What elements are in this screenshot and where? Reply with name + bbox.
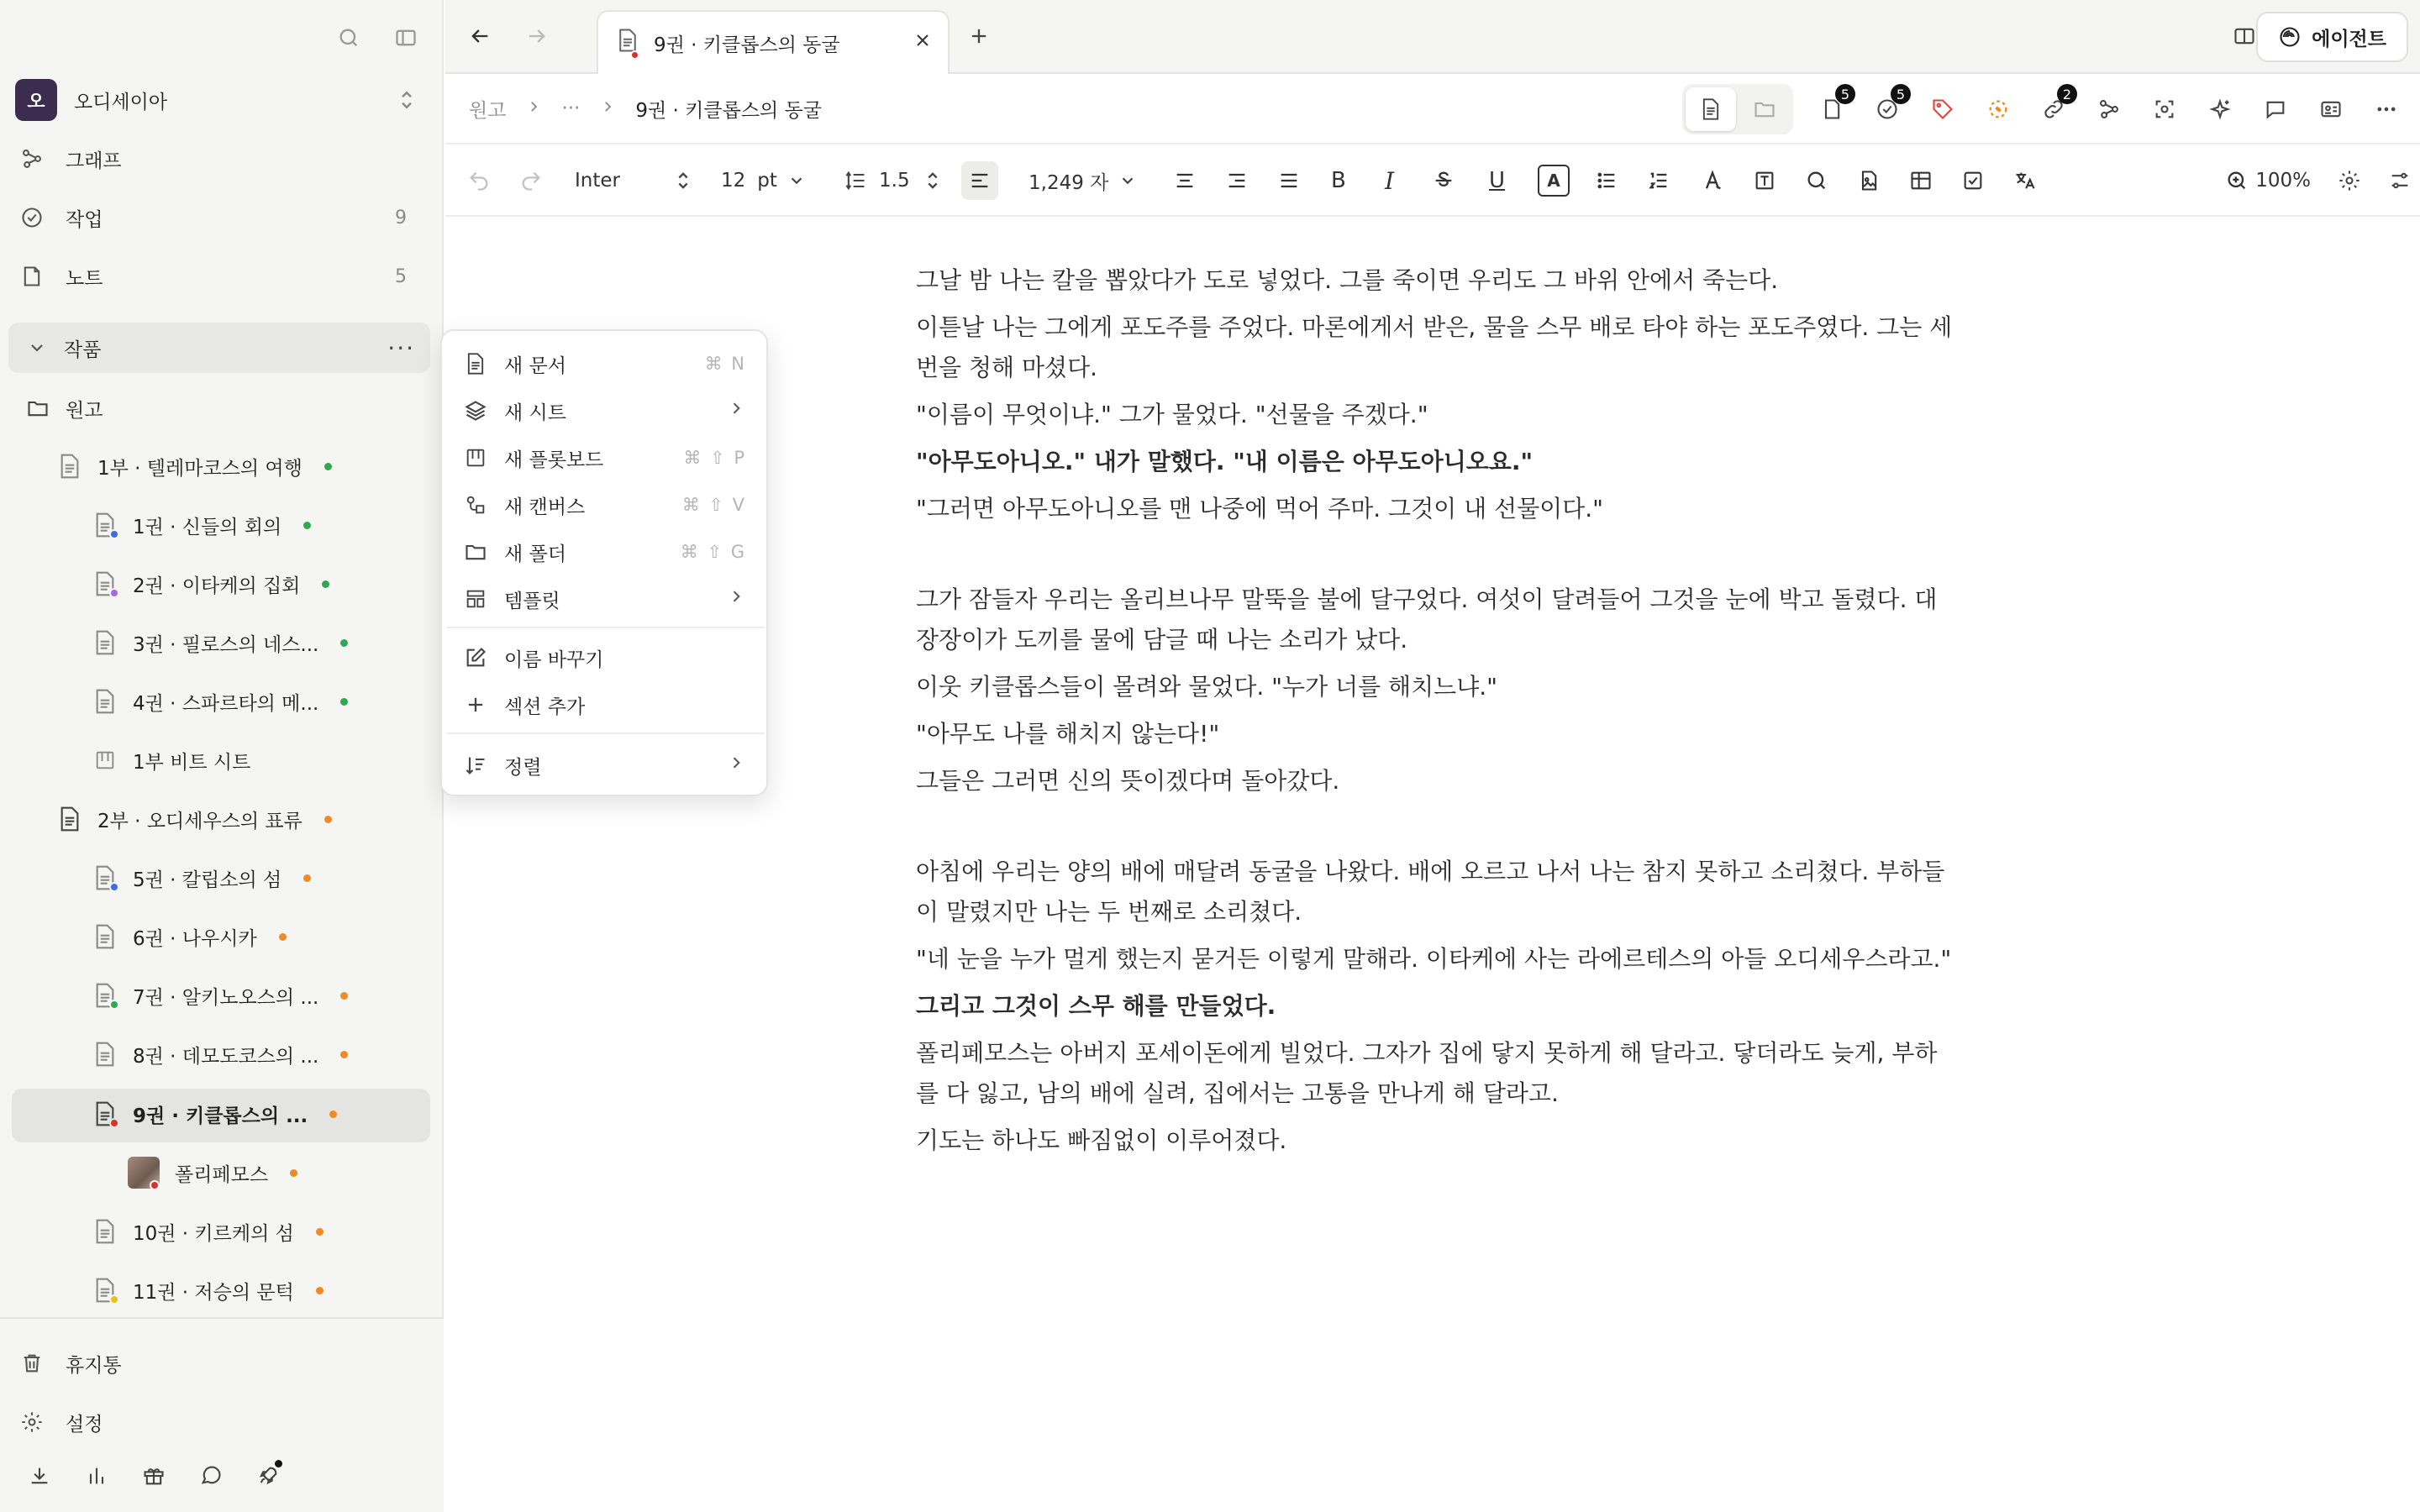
text-box-icon[interactable] <box>1753 161 1776 200</box>
paragraph[interactable]: 그가 잠들자 우리는 올리브나무 말뚝을 불에 달구었다. 여섯이 달려들어 그것을 눈에 박고 돌렸다. 대장장이가 도끼를 물에 담글 때 나는 소리가 났다. <box>916 585 1938 654</box>
underline-button[interactable]: U <box>1489 168 1506 193</box>
tree-item[interactable] <box>92 737 250 784</box>
tree-item-label: 8권 · 데모도코스의 ... <box>133 1045 319 1068</box>
tree-item-character[interactable] <box>128 1149 297 1196</box>
sidebar-toggle-icon[interactable] <box>390 22 422 54</box>
paragraph-spacer <box>916 536 1958 580</box>
tree-item-label: 4권 · 스파르타의 메... <box>133 692 319 715</box>
chat-icon[interactable] <box>195 1460 227 1492</box>
status-dot <box>340 698 348 706</box>
tree-item-label: 6권 · 나우시카 <box>133 927 257 950</box>
menu-item-shortcut: ⌘ ⇧ G <box>680 542 746 562</box>
breadcrumb <box>445 74 2420 144</box>
status-dot <box>290 1169 297 1177</box>
sidebar-footer <box>0 1317 444 1512</box>
chevron-right-icon <box>526 97 541 119</box>
status-badge <box>150 1180 160 1190</box>
chevron-up-down-icon <box>397 87 417 116</box>
workspace-avatar: 오 <box>15 79 57 121</box>
nav-label: 작업 <box>66 208 103 231</box>
tree-item-label: 7권 · 알키노오스의 ... <box>133 986 319 1009</box>
menu-item-label: 새 문서 <box>504 354 566 377</box>
font-family-value: Inter <box>575 170 620 192</box>
undo-icon[interactable] <box>467 161 491 200</box>
paragraph[interactable]: 이웃 키클롭스들이 몰려와 물었다. "누가 너를 해치느냐." <box>916 673 1498 701</box>
align-justify-icon[interactable] <box>1277 161 1301 200</box>
breadcrumb-ellipsis[interactable]: ··· <box>561 97 581 119</box>
new-tab-icon[interactable] <box>963 20 995 52</box>
table-icon[interactable] <box>1909 161 1933 200</box>
nav-settings[interactable] <box>15 1398 427 1446</box>
status-dot <box>329 1110 337 1118</box>
note-icon <box>15 260 49 293</box>
document-icon <box>92 628 118 657</box>
edit-icon <box>459 646 492 669</box>
folder-icon <box>25 394 50 423</box>
tree-item[interactable] <box>92 619 348 666</box>
document-icon <box>57 805 82 833</box>
download-icon[interactable] <box>24 1460 55 1492</box>
search-icon[interactable] <box>333 22 365 54</box>
tree-item[interactable] <box>57 795 332 843</box>
nav-label: 노트 <box>66 267 103 290</box>
section-works[interactable] <box>8 323 430 373</box>
tree-item[interactable] <box>92 560 329 607</box>
align-right-icon[interactable] <box>1225 161 1249 200</box>
line-height-value: 1.5 <box>879 170 910 192</box>
paragraph[interactable]: 폴리페모스는 아버지 포세이돈에게 빌었다. 그자가 집에 닿지 못하게 해 달라고. 닿더라도 늦게, 부하를 다 잃고, 남의 배에 실려, 집에서는 고통을 만나게 해 달라고. <box>916 1039 1938 1107</box>
count-badge: 5 <box>1835 84 1855 104</box>
tree-item-label: 1권 · 신들의 회의 <box>133 516 282 538</box>
word-count-select[interactable] <box>1028 161 1137 200</box>
folder-view-icon[interactable] <box>1739 87 1790 131</box>
status-dot <box>303 522 311 529</box>
status-dot <box>340 1051 348 1058</box>
status-badge <box>109 1000 119 1010</box>
nav-count: 5 <box>395 265 407 287</box>
workspace-switcher[interactable] <box>15 79 427 121</box>
focus-icon[interactable] <box>2148 92 2181 126</box>
document-icon <box>92 511 118 539</box>
menu-item-add-section[interactable] <box>442 682 766 727</box>
more-icon[interactable]: ··· <box>387 333 415 362</box>
paragraph[interactable]: 기도는 하나도 빠짐없이 이루어졌다. <box>916 1126 1287 1154</box>
word-count-value: 1,249 자 <box>1028 171 1109 194</box>
paragraph[interactable]: "그러면 아무도아니오를 맨 나중에 먹어 주마. 그것이 내 선물이다." <box>916 495 1604 522</box>
text-color-button[interactable] <box>1538 161 1570 200</box>
document-icon <box>617 28 639 58</box>
document-icon <box>92 1276 118 1305</box>
document-body[interactable] <box>916 260 1958 1168</box>
status-dot <box>324 816 332 823</box>
format-toolbar <box>445 144 2420 217</box>
menu-item-label: 새 캔버스 <box>504 496 586 518</box>
bold-button[interactable]: B <box>1331 168 1346 193</box>
paragraph-spacer <box>916 808 1958 852</box>
line-height-icon <box>844 169 867 192</box>
comment-icon[interactable] <box>2259 92 2292 126</box>
status-badge <box>109 882 119 892</box>
paragraph[interactable]: "아무도 나를 해치지 않는다!" <box>916 720 1220 748</box>
document-icon <box>92 922 118 951</box>
chevron-down-icon[interactable] <box>20 338 54 358</box>
beat-sheet-icon <box>92 746 118 774</box>
chevron-down-icon <box>787 169 806 192</box>
status-dot <box>340 639 348 647</box>
agent-icon <box>2278 25 2302 49</box>
menu-item-shortcut: ⌘ ⇧ P <box>683 448 746 468</box>
chevron-right-icon <box>728 754 744 776</box>
chevron-down-icon <box>1118 169 1137 192</box>
font-size-select[interactable] <box>721 161 806 200</box>
tree-item-label: 5권 · 칼립소의 섬 <box>133 869 282 891</box>
paragraph[interactable]: "이름이 무엇이냐." 그가 물었다. "선물을 주겠다." <box>916 401 1428 428</box>
nav-label: 휴지통 <box>66 1354 122 1377</box>
count-badge: 2 <box>2057 84 2077 104</box>
sidebar-footer-tools <box>24 1460 284 1492</box>
tree-item-label: 10권 · 키르케의 섬 <box>133 1222 294 1245</box>
tree-item-selected[interactable] <box>92 1090 337 1137</box>
plus-icon <box>459 693 492 717</box>
menu-item-new-sheet[interactable] <box>442 388 766 433</box>
document-icon <box>92 1217 118 1246</box>
insert-image-icon[interactable] <box>1857 161 1881 200</box>
redo-icon[interactable] <box>519 161 543 200</box>
status-dot <box>303 874 311 882</box>
template-icon <box>459 587 492 611</box>
menu-item-label: 이름 바꾸기 <box>504 648 604 671</box>
tree-item[interactable] <box>92 678 348 725</box>
document-icon <box>92 864 118 892</box>
font-size-value: 12 <box>721 170 746 192</box>
tree-item[interactable] <box>57 443 332 490</box>
find-icon[interactable] <box>1805 161 1828 200</box>
nav-label: 그래프 <box>66 150 122 172</box>
paragraph[interactable]: 이튿날 나는 그에게 포도주를 주었다. 마론에게서 받은, 물을 스무 배로 타야 하는 포도주였다. 그는 세 번을 청해 마셨다. <box>916 313 1953 381</box>
tree-item[interactable] <box>92 972 348 1019</box>
sidebar-top-tools <box>333 22 422 54</box>
font-family-select[interactable] <box>575 161 692 200</box>
menu-item-new-plotboard[interactable] <box>442 435 766 480</box>
tree-item[interactable] <box>92 1031 348 1078</box>
zoom-in-icon <box>2225 169 2249 192</box>
paragraph[interactable]: "네 눈을 누가 멀게 했는지 묻거든 이렇게 말해라. 이타케에 사는 라에르테스의 아들 오디세우스라고." <box>916 945 1952 973</box>
status-badge <box>109 1294 119 1305</box>
view-mode-toggle <box>1682 84 1793 134</box>
align-center-icon[interactable] <box>1173 161 1197 200</box>
nav-label: 설정 <box>66 1413 103 1436</box>
document-icon <box>92 570 118 598</box>
document-icon <box>57 452 82 480</box>
close-icon[interactable] <box>913 30 933 55</box>
tree-item[interactable] <box>92 501 311 549</box>
status-dot <box>279 933 287 941</box>
numbered-list-icon[interactable] <box>1647 161 1670 200</box>
agent-button[interactable] <box>2256 12 2408 62</box>
zoom-value: 100% <box>2255 170 2311 192</box>
paragraph[interactable]: "아무도아니오." 내가 말했다. "내 이름은 아무도아니오요." <box>916 448 1534 475</box>
link-icon[interactable] <box>2037 86 2072 126</box>
menu-divider <box>447 732 765 734</box>
tree-item-label: 2권 · 이타케의 집회 <box>133 575 301 597</box>
document-icon <box>92 687 118 716</box>
checkbox-icon[interactable] <box>1961 161 1985 200</box>
nav-notes[interactable] <box>15 252 427 301</box>
menu-item-shortcut: ⌘ ⇧ V <box>681 495 746 515</box>
id-card-icon[interactable] <box>2314 92 2348 126</box>
graph-icon <box>15 142 49 176</box>
line-height-select[interactable] <box>844 161 942 200</box>
align-left-icon[interactable] <box>961 161 998 200</box>
documents-icon[interactable] <box>1815 86 1850 126</box>
menu-item-new-document[interactable] <box>442 341 766 386</box>
count-badge: 5 <box>1891 84 1911 104</box>
paragraph[interactable]: 그리고 그것이 스무 해를 만들었다. <box>916 992 1276 1020</box>
menu-item-new-folder[interactable] <box>442 529 766 575</box>
layers-icon <box>459 399 492 423</box>
menu-item-label: 정렬 <box>504 756 542 779</box>
sliders-icon[interactable] <box>2388 161 2412 200</box>
menu-item-new-canvas[interactable] <box>442 482 766 528</box>
notification-dot <box>275 1460 282 1467</box>
bullet-list-icon[interactable] <box>1595 161 1618 200</box>
sort-icon <box>459 753 492 777</box>
text-color-label: A <box>1538 165 1570 197</box>
tree-item-label: 3권 · 필로스의 네스... <box>133 633 319 656</box>
back-arrow-icon[interactable] <box>464 20 496 52</box>
menu-item-shortcut: ⌘ N <box>704 354 746 374</box>
trash-icon <box>15 1347 49 1380</box>
forward-arrow-icon[interactable] <box>521 20 553 52</box>
tree-item-folder[interactable] <box>25 385 103 432</box>
status-badge <box>109 588 119 598</box>
document-icon <box>92 981 118 1010</box>
menu-divider <box>447 627 765 628</box>
gear-icon <box>15 1405 49 1439</box>
menu-item-label: 새 플롯보드 <box>504 449 604 471</box>
chevron-right-icon <box>728 588 744 610</box>
tree-item[interactable] <box>92 913 287 960</box>
status-circle-icon[interactable] <box>1981 92 2015 126</box>
status-dot <box>340 992 348 1000</box>
tab-bar <box>445 0 2420 74</box>
character-thumbnail <box>128 1157 160 1189</box>
status-badge <box>630 50 639 60</box>
plotboard-icon <box>459 446 492 470</box>
chevron-up-down-icon <box>923 169 942 192</box>
tree-item[interactable] <box>92 1267 324 1314</box>
nav-count: 9 <box>395 207 407 228</box>
translate-icon[interactable] <box>2013 161 2037 200</box>
menu-item-rename[interactable] <box>442 635 766 680</box>
nav-trash[interactable] <box>15 1339 427 1388</box>
workspace-name: 오디세이아 <box>74 91 168 113</box>
menu-item-sort[interactable] <box>442 743 766 788</box>
status-dot <box>316 1228 324 1236</box>
section-label: 작품 <box>64 339 102 361</box>
paragraph[interactable]: 아침에 우리는 양의 배에 매달려 동굴을 나왔다. 배에 오르고 나서 나는 참지 못하고 소리쳤다. 부하들이 말렸지만 나는 두 번째로 소리쳤다. <box>916 858 1945 926</box>
nav-graph[interactable] <box>15 134 427 183</box>
tree-item-label: 11권 · 저승의 문턱 <box>133 1281 294 1304</box>
status-dot <box>316 1287 324 1294</box>
zoom-control[interactable] <box>2225 161 2311 200</box>
chevron-up-down-icon <box>674 169 692 192</box>
menu-item-label: 템플릿 <box>504 590 560 612</box>
context-menu <box>440 329 768 796</box>
tree-item-label: 1부 · 텔레마코스의 여행 <box>97 457 302 480</box>
status-dot <box>324 463 332 470</box>
tab-active[interactable] <box>597 10 950 74</box>
nav-tasks[interactable] <box>15 193 427 242</box>
menu-item-templates[interactable] <box>442 576 766 622</box>
rocket-icon[interactable] <box>252 1460 284 1492</box>
gift-icon[interactable] <box>138 1460 170 1492</box>
stats-icon[interactable] <box>81 1460 113 1492</box>
tree-item[interactable] <box>92 1208 324 1255</box>
document-icon <box>92 1040 118 1068</box>
graph-icon[interactable] <box>2092 92 2126 126</box>
more-horizontal-icon[interactable] <box>2370 92 2403 126</box>
breadcrumb-root[interactable]: 원고 <box>469 99 507 122</box>
status-badge <box>109 1118 119 1128</box>
tree-item[interactable] <box>92 854 311 901</box>
tree-item-label: 1부 비트 시트 <box>133 751 251 774</box>
sparkle-icon[interactable] <box>2203 92 2237 126</box>
tree-item-label: 원고 <box>66 399 103 422</box>
gear-icon[interactable] <box>2338 161 2361 200</box>
chevron-right-icon <box>728 400 744 422</box>
document-view-icon[interactable] <box>1686 87 1736 131</box>
tree-item-label: 2부 · 오디세우스의 표류 <box>97 810 302 832</box>
strikethrough-icon[interactable] <box>1432 161 1455 200</box>
sidebar <box>0 0 444 1512</box>
menu-item-label: 새 폴더 <box>504 543 566 565</box>
italic-button[interactable]: I <box>1385 166 1395 195</box>
paragraph[interactable]: 그들은 그러면 신의 뜻이겠다며 돌아갔다. <box>916 767 1340 795</box>
breadcrumb-current: 9권 · 키클롭스의 동굴 <box>635 99 822 122</box>
folder-icon <box>459 540 492 564</box>
tab-title: 9권 · 키클롭스의 동굴 <box>654 34 840 56</box>
document-icon <box>92 1100 118 1128</box>
tree-item-label: 9권 · 키클롭스의 ... <box>133 1105 308 1127</box>
tree-item-label: 폴리페모스 <box>175 1163 269 1186</box>
menu-item-label: 새 시트 <box>504 402 566 424</box>
paragraph[interactable]: 그날 밤 나는 칼을 뽑았다가 도로 넣었다. 그를 죽이면 우리도 그 바위 안에서 죽는다. <box>916 266 1779 294</box>
font-size-unit: pt <box>757 170 777 192</box>
tasks-icon[interactable] <box>1870 86 1906 126</box>
tag-icon[interactable] <box>1926 92 1960 126</box>
status-badge <box>109 529 119 539</box>
document-toolbar <box>1682 84 2403 134</box>
document-icon <box>459 352 492 375</box>
clear-format-icon[interactable] <box>1701 161 1724 200</box>
agent-label: 에이전트 <box>2312 28 2386 50</box>
check-circle-icon <box>15 201 49 234</box>
status-dot <box>322 580 329 588</box>
canvas-icon <box>459 493 492 517</box>
chevron-right-icon <box>600 97 615 119</box>
menu-item-label: 섹션 추가 <box>504 696 586 718</box>
